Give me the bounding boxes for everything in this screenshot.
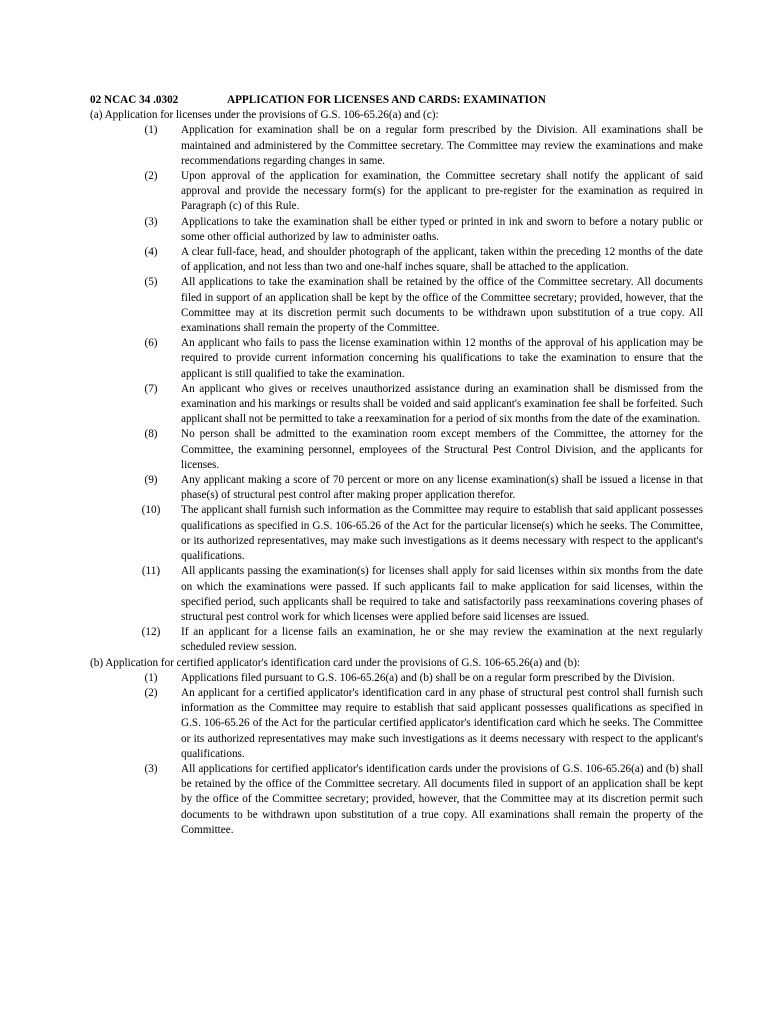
item-number: (6) xyxy=(144,337,158,350)
item-text: All applications to take the examination shall be retained by the office of the Committee secretary. All documents filed in support of an application shall be kept by the office of the Committee secretary; provided, however, that the Committee may at its discretion permit such documents to be withdrawn upon substitution of a true copy. All examinations shall remain the property of the Committee. xyxy=(181,276,703,335)
list-item xyxy=(90,382,703,428)
item-number: (3) xyxy=(144,215,158,228)
item-number-cell xyxy=(90,245,181,275)
list-item xyxy=(90,671,703,686)
item-number: (4) xyxy=(144,246,158,259)
list-item xyxy=(90,503,703,564)
item-text: An applicant who fails to pass the license examination within 12 months of the approval of his application may be required to provide current information concerning his qualifications to take the examination to ensure that the applicant is still qualified to take the examination. xyxy=(181,337,703,380)
item-text: Applications filed pursuant to G.S. 106-65.26(a) and (b) shall be on a regular form prescribed by the Division. xyxy=(181,671,675,684)
item-number-cell xyxy=(90,336,181,382)
item-text: All applications for certified applicator's identification cards under the provisions of G.S. 106-65.26(a) and (b) shall be retained by the office of the Committee secretary. All documents filed in support of an application shall be kept by the office of the Committee secretary; provided, however, that the Committee may at its discretion permit such documents to be withdrawn upon substitution of a true copy. All examinations shall remain the property of the Committee. xyxy=(181,762,703,836)
item-number: (1) xyxy=(144,124,158,137)
list-item xyxy=(90,625,703,655)
list-item xyxy=(90,686,703,762)
item-number: (7) xyxy=(144,382,158,395)
item-number-cell xyxy=(90,215,181,245)
item-number: (8) xyxy=(144,428,158,441)
item-number-cell xyxy=(90,123,181,169)
item-number: (11) xyxy=(141,565,161,578)
item-number: (5) xyxy=(144,276,158,289)
section-intro: (b) Application for certified applicator's identification card under the provisions of G.S. 106-65.26(a) and (b): xyxy=(90,656,581,669)
section-intro: (a) Application for licenses under the provisions of G.S. 106-65.26(a) and (c): xyxy=(90,109,439,122)
item-text: A clear full-face, head, and shoulder photograph of the applicant, taken within the preceding 12 months of the date of application, and not less than two and one-half inches square, shall be attached to the application. xyxy=(181,246,703,274)
item-number-cell xyxy=(90,427,181,473)
section-b-items xyxy=(90,671,703,838)
item-text: The applicant shall furnish such information as the Committee may require to establish that said applicant possesses qualifications as specified in G.S. 106-65.26 of the Act for the particular license(s) which he seeks. The Committee, or its authorized representatives, may make such investigations as it deems necessary with respect to the applicant's qualifications. xyxy=(181,504,703,563)
item-number-cell xyxy=(90,671,181,686)
list-item xyxy=(90,123,703,169)
item-text: Applications to take the examination shall be either typed or printed in ink and sworn to before a notary public or some other official authorized by law to administer oaths. xyxy=(181,215,703,243)
list-item xyxy=(90,215,703,245)
item-number-cell xyxy=(90,382,181,428)
item-number: (1) xyxy=(144,671,158,684)
item-number: (10) xyxy=(141,504,161,517)
item-text: No person shall be admitted to the examination room except members of the Committee, the attorney for the Committee, the examining personnel, employees of the Structural Pest Control Division, and the applicants for licenses. xyxy=(181,428,703,471)
item-text: An applicant who gives or receives unauthorized assistance during an examination shall be dismissed from the examination and his markings or results shall be voided and said applicant's examination fee shall be forfeited. Such applicant shall not be permitted to take a reexamination for a period of six months from the date of the examination. xyxy=(181,382,703,426)
list-item xyxy=(90,473,703,503)
rule-heading xyxy=(90,93,703,108)
item-number-cell xyxy=(90,762,181,838)
list-item xyxy=(90,336,703,382)
item-number-cell xyxy=(90,625,181,655)
item-text: Any applicant making a score of 70 percent or more on any license examination(s) shall be issued a license in that phase(s) of structural pest control after making proper application therefor. xyxy=(181,474,703,502)
item-number: (2) xyxy=(144,170,158,183)
list-item xyxy=(90,169,703,215)
item-text: If an applicant for a license fails an examination, he or she may review the examination at the next regularly scheduled review session. xyxy=(181,626,703,654)
item-number: (2) xyxy=(144,686,158,699)
list-item xyxy=(90,427,703,473)
item-text: Upon approval of the application for examination, the Committee secretary shall notify the applicant of said approval and provide the necessary form(s) for the applicant to pre-register for the examination as required in Paragraph (c) of this Rule. xyxy=(181,170,703,213)
item-number-cell xyxy=(90,275,181,336)
list-item xyxy=(90,564,703,625)
section-a-items xyxy=(90,123,703,655)
list-item xyxy=(90,245,703,275)
list-item xyxy=(90,762,703,838)
list-item xyxy=(90,275,703,336)
section-a xyxy=(90,108,703,655)
item-text: An applicant for a certified applicator's identification card in any phase of structural pest control shall furnish such information as the Committee may require to establish that said applicant possesses qualifications as specified in G.S. 106-65.26 of the Act for the particular certified applicator's identification card which he seeks. The Committee or its authorized representatives may make such investigations as it deems necessary with respect to the applicant's qualifications. xyxy=(181,686,703,760)
item-text: Application for examination shall be on a regular form prescribed by the Division. All examinations shall be maintained and administered by the Committee secretary. The Committee may review the examinations and make recommendations regarding changes in same. xyxy=(181,124,703,167)
document-page xyxy=(90,93,703,838)
item-number: (12) xyxy=(141,626,161,639)
rule-title: APPLICATION FOR LICENSES AND CARDS: EXAMINATION xyxy=(227,94,546,106)
item-text: All applicants passing the examination(s) for licenses shall apply for said licenses within six months from the date on which the examinations were passed. If such applicants fail to make application for said licenses, within the specified period, such applicants shall be required to take and satisfactorily pass reexaminations covering phases of structural pest control work for which licenses were applied before said licenses are issued. xyxy=(181,565,703,623)
item-number: (9) xyxy=(144,474,158,487)
item-number-cell xyxy=(90,169,181,215)
item-number-cell xyxy=(90,686,181,762)
item-number-cell xyxy=(90,473,181,503)
item-number-cell xyxy=(90,503,181,564)
item-number: (3) xyxy=(144,762,158,775)
rule-id: 02 NCAC 34 .0302 xyxy=(90,94,179,106)
section-b xyxy=(90,656,703,838)
item-number-cell xyxy=(90,564,181,625)
